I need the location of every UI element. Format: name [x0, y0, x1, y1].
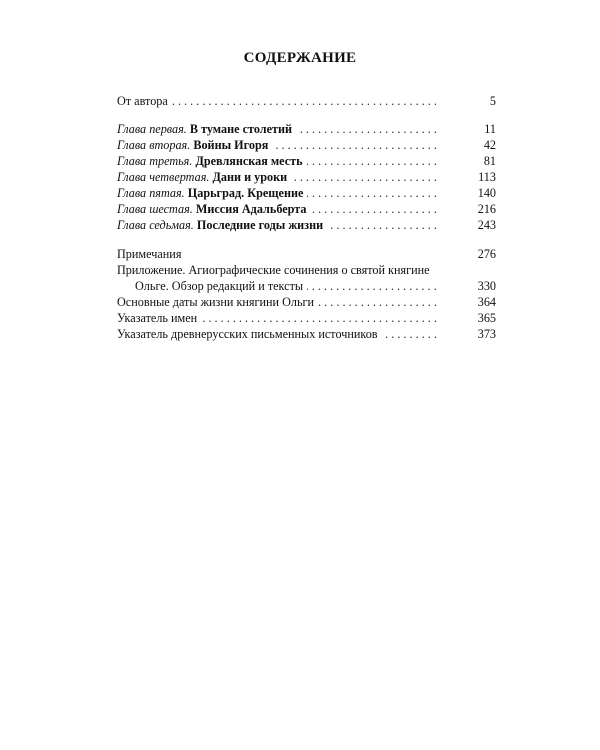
chapter-label: Глава третья. [117, 154, 193, 168]
chapter-name: Миссия Адальберта [195, 202, 307, 216]
chapter-name: Войны Игоря [193, 138, 269, 152]
entry-title: От автора [117, 93, 172, 109]
chapter-label: Глава седьмая. [117, 218, 194, 232]
entry-page-number: 42 [483, 138, 496, 152]
toc-entry [117, 153, 472, 169]
entry-title: Указатель древнерусских письменных источников [117, 326, 382, 342]
entry-page-number: 5 [489, 94, 496, 108]
toc-entry [117, 246, 472, 262]
chapter-label: Глава четвертая. [117, 170, 210, 184]
chapter-name: В тумане столетий [189, 122, 293, 136]
entry-page-number: 113 [478, 170, 496, 184]
entry-page-number: 216 [477, 202, 496, 216]
entry-page-number: 365 [477, 311, 496, 325]
chapter-label: Глава вторая. [117, 138, 191, 152]
toc-entry [117, 93, 472, 109]
chapter-label: Глава шестая. [117, 202, 193, 216]
chapter-name: Царьград. Крещение [187, 186, 304, 200]
entry-page-number: 140 [477, 186, 496, 200]
entry-title: Примечания [117, 246, 185, 262]
entry-title: Приложение. Агиографические сочинения о святой княгине [117, 262, 434, 278]
toc-entry [117, 262, 472, 278]
toc-entry [117, 169, 472, 185]
entry-page-number: 276 [477, 247, 496, 261]
entry-title: Основные даты жизни княгини Ольги [117, 294, 318, 310]
toc-entry [117, 201, 472, 217]
chapter-name: Древлянская месть [195, 154, 303, 168]
entry-page-number: 330 [477, 279, 496, 293]
toc-entry [117, 185, 472, 201]
entry-page-number: 11 [484, 122, 496, 136]
toc-entry [117, 217, 472, 233]
chapter-name: Последние годы жизни [196, 218, 324, 232]
entry-page-number: 364 [477, 295, 496, 309]
toc-entry-continuation [117, 278, 472, 294]
entry-page-number: 81 [483, 154, 496, 168]
entry-title: Указатель имен [117, 310, 201, 326]
toc-entry [117, 137, 472, 153]
toc-entry [117, 310, 472, 326]
chapter-label: Глава первая. [117, 122, 187, 136]
chapter-name: Дани и уроки [212, 170, 288, 184]
entry-page-number: 243 [477, 218, 496, 232]
chapter-label: Глава пятая. [117, 186, 185, 200]
toc-entry [117, 294, 472, 310]
entry-title-continued: Ольге. Обзор редакций и тексты [135, 278, 307, 294]
toc-entry [117, 121, 472, 137]
entry-page-number: 373 [477, 327, 496, 341]
page-title: СОДЕРЖАНИЕ [243, 50, 357, 66]
toc-entry [117, 326, 472, 342]
